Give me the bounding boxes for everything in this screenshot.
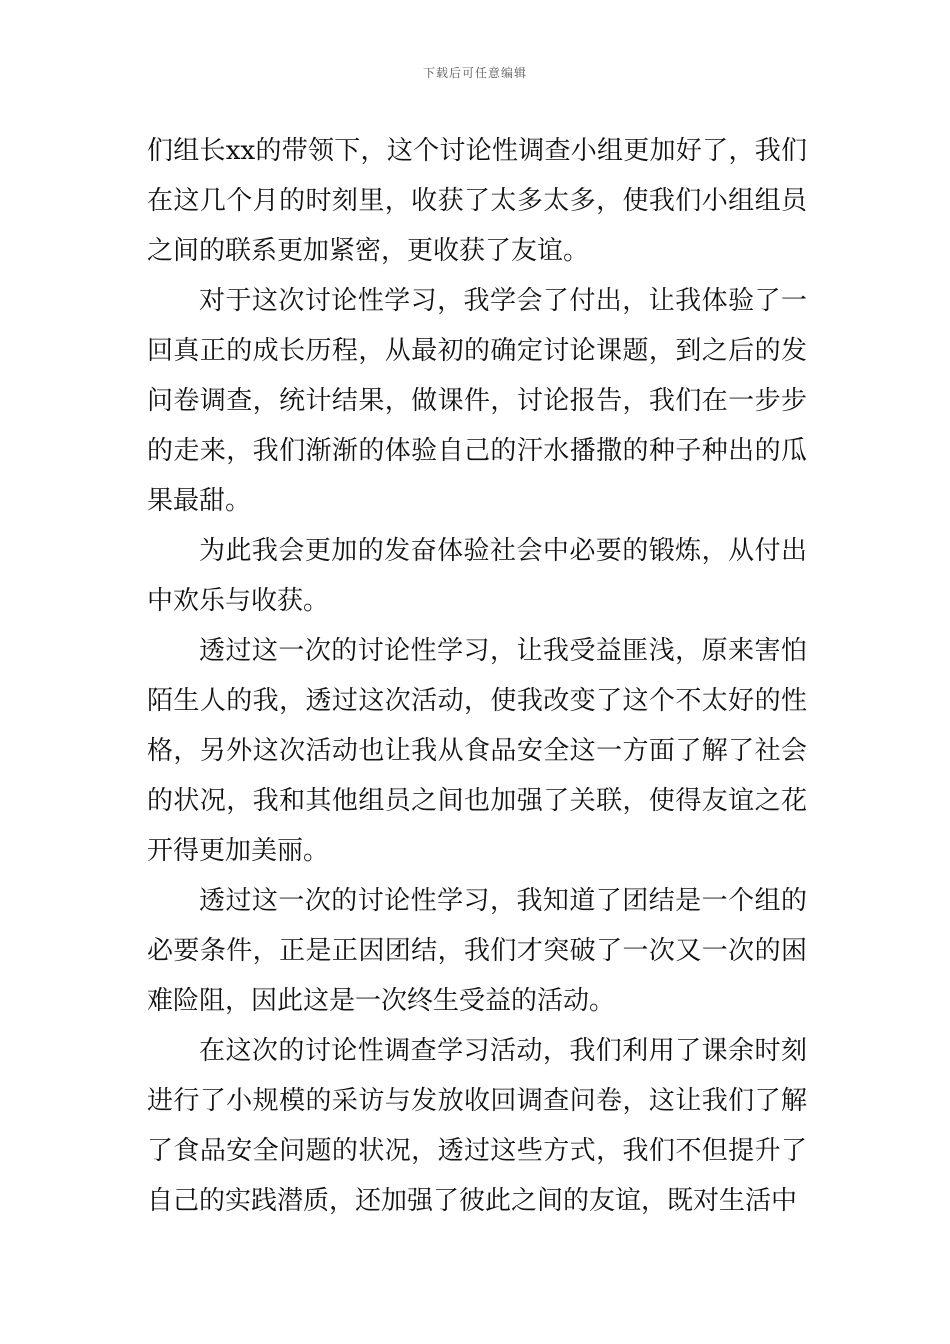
- paragraph: 在这次的讨论性调查学习活动，我们利用了课余时刻进行了小规模的采访与发放收回调查问卷，这让我们了解了食品安全问题的状况，透过这些方式，我们不但提升了自己的实践潜质，还加强了彼此之间的友谊，既对生活中: [147, 1036, 807, 1216]
- paragraph: 透过这一次的讨论性学习，让我受益匪浅，原来害怕陌生人的我，透过这次活动，使我改变了这个不太好的性格，另外这次活动也让我从食品安全这一方面了解了社会的状况，我和其他组员之间也加强了关联，使得友谊之花开得更加美丽。: [147, 636, 807, 866]
- paragraph: 们组长xx的带领下，这个讨论性调查小组更加好了，我们在这几个月的时刻里，收获了太多太多，使我们小组组员之间的联系更加紧密，更收获了友谊。: [147, 136, 807, 266]
- page-header: 下载后可任意编辑: [422, 66, 527, 80]
- paragraph: 为此我会更加的发奋体验社会中必要的锻炼，从付出中欢乐与收获。: [147, 536, 807, 616]
- paragraph: 对于这次讨论性学习，我学会了付出，让我体验了一回真正的成长历程，从最初的确定讨论课题，到之后的发问卷调查，统计结果，做课件，讨论报告，我们在一步步的走来，我们渐渐的体验自己的汗水播撒的种子种出的瓜果最甜。: [147, 286, 807, 516]
- document-body: [147, 126, 807, 1226]
- paragraph: 透过这一次的讨论性学习，我知道了团结是一个组的必要条件，正是正因团结，我们才突破了一次又一次的困难险阻，因此这是一次终生受益的活动。: [147, 886, 807, 1016]
